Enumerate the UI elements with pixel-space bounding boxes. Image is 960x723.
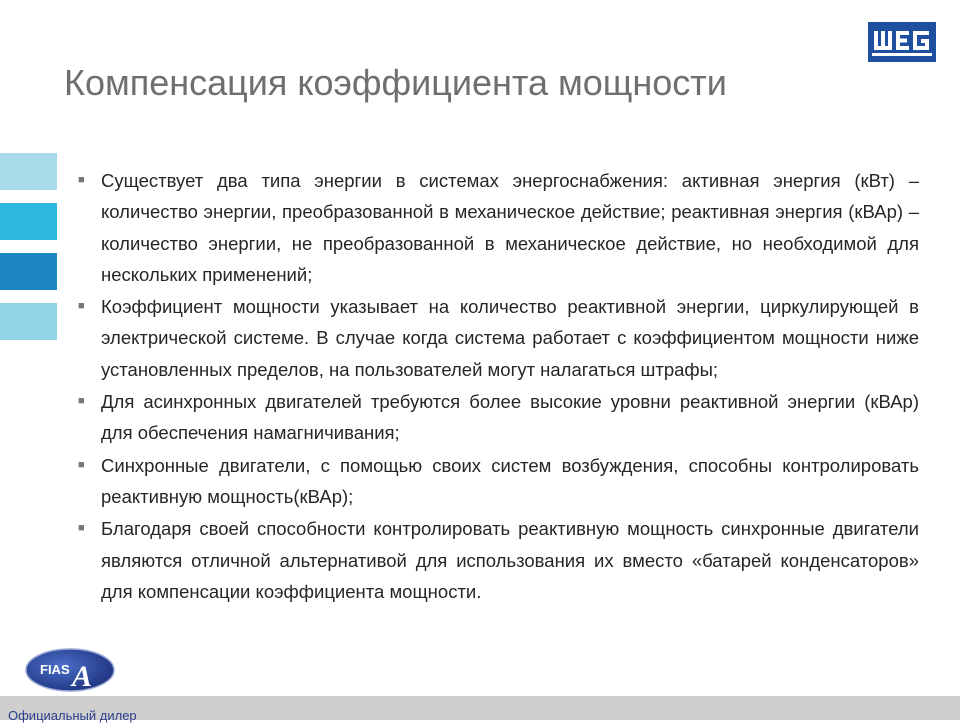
side-block-2	[0, 203, 57, 240]
slide-title: Компенсация коэффициента мощности	[64, 62, 727, 103]
bullet-item	[78, 165, 919, 290]
footer-bar	[0, 696, 960, 720]
bullet-item	[78, 291, 919, 385]
bullet-marker-icon: ■	[78, 395, 85, 408]
side-block-3	[0, 253, 57, 290]
bullet-text: Существует два типа энергии в системах энергоснабжения: активная энергия (кВт) – количество энергии, преобразованной в механическое действие; реактивная энергия (кВАр) – количество энергии, не преобразованной в механическое действие, но необходимой для нескольких применений;	[101, 170, 919, 285]
side-block-1	[0, 153, 57, 190]
bullet-marker-icon: ■	[78, 522, 85, 535]
bullet-marker-icon: ■	[78, 300, 85, 313]
side-block-4	[0, 303, 57, 340]
fias-logo-text: FIAS	[40, 662, 70, 677]
svg-text:A: A	[72, 660, 93, 693]
footer-dealer-text: Официальный дилер	[8, 708, 137, 723]
weg-logo-icon	[868, 22, 936, 62]
fias-logo-icon	[24, 646, 116, 694]
bullet-item	[78, 450, 919, 513]
bullet-item	[78, 513, 919, 607]
bullet-item	[78, 386, 919, 449]
bullet-text: Благодаря своей способности контролировать реактивную мощность синхронные двигатели являются отличной альтернативой для использования их вместо «батарей конденсаторов» для компенсации коэффициента мощности.	[101, 518, 919, 602]
bullet-text: Для асинхронных двигателей требуются более высокие уровни реактивной энергии (кВАр) для обеспечения намагничивания;	[101, 391, 919, 444]
bullet-marker-icon: ■	[78, 174, 85, 186]
bullet-marker-icon: ■	[78, 458, 85, 471]
bullet-list	[78, 165, 919, 608]
bullet-text: Синхронные двигатели, с помощью своих систем возбуждения, способны контролировать реактивную мощность(кВАр);	[101, 454, 919, 507]
bullet-text: Коэффициент мощности указывает на количество реактивной энергии, циркулирующей в электрической системе. В случае когда система работает с коэффициентом мощности ниже установленных пределов, на пользователей могут налагаться штрафы;	[101, 296, 919, 380]
